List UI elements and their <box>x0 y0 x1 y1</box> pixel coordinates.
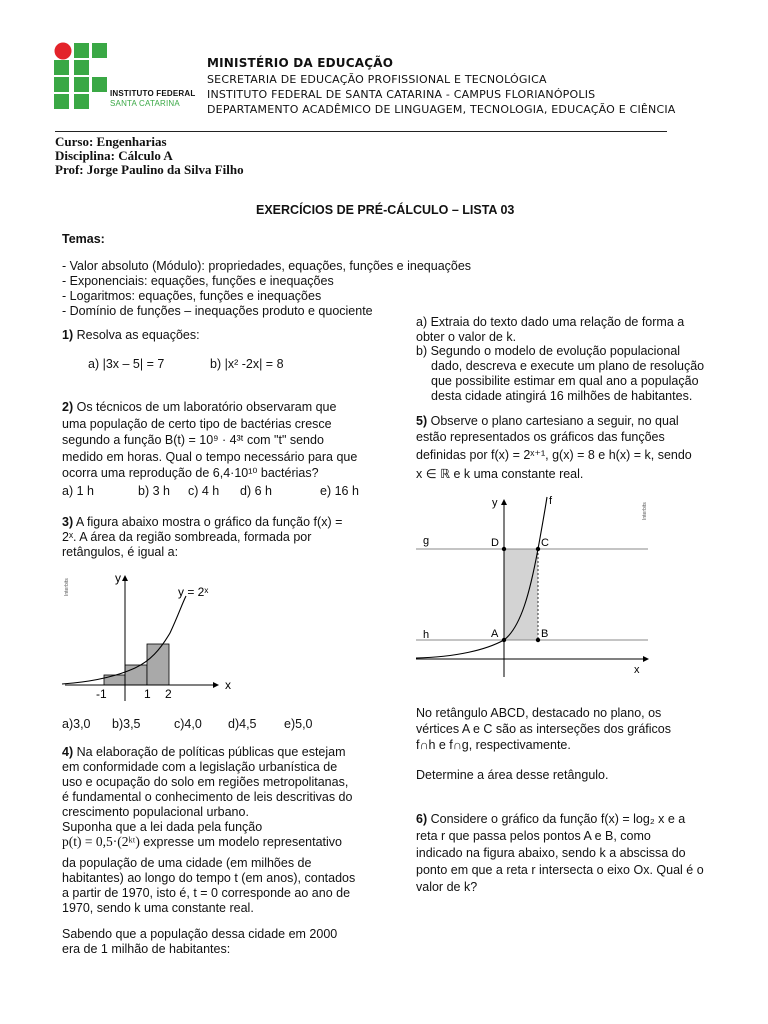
shaded-rectangle-abcd <box>504 549 538 640</box>
q6-line: valor de k? <box>416 880 478 894</box>
q5-line: x ∈ ℝ e k uma constante real. <box>416 467 584 481</box>
tick-label: -1 <box>96 687 107 701</box>
header-line-3: DEPARTAMENTO ACADÊMICO DE LINGUAGEM, TECNOLOGIA, EDUCAÇÃO E CIÊNCIA <box>207 103 676 116</box>
q3-option: b)3,5 <box>112 717 141 731</box>
course-prof: Prof: Jorge Paulino da Silva Filho <box>55 162 244 177</box>
question-1 <box>62 328 200 343</box>
q4-line: da população de uma cidade (em milhões de <box>62 856 312 870</box>
curve-label: y = 2ˣ <box>178 585 209 599</box>
logo-name: INSTITUTO FEDERAL <box>110 89 196 98</box>
y-axis-label: y <box>115 571 121 585</box>
q2-option: d) 6 h <box>240 484 272 498</box>
q6-line: Considere o gráfico da função f(x) = log₂ x e a <box>430 812 686 826</box>
temas-heading: Temas: <box>62 232 105 246</box>
q5-after-line: vértices A e C são as interseções dos gráficos <box>416 722 671 736</box>
q4-given <box>62 927 337 957</box>
page-title: EXERCÍCIOS DE PRÉ-CÁLCULO – LISTA 03 <box>256 203 515 217</box>
question-4 <box>62 745 352 835</box>
q4-line: a partir de 1970, isto é, t = 0 corresponde ao ano de <box>62 886 351 900</box>
question-number: 2) <box>62 400 74 414</box>
q3-graph <box>60 568 240 708</box>
q3-option: e)5,0 <box>284 717 313 731</box>
q4-line: era de 1 milhão de habitantes: <box>62 942 231 956</box>
q5-line: Observe o plano cartesiano a seguir, no qual <box>430 414 679 428</box>
label-h: h <box>423 629 430 641</box>
question-number: 6) <box>416 812 428 826</box>
course-disciplina: Disciplina: Cálculo A <box>55 148 173 163</box>
label-y: y <box>492 497 498 509</box>
watermark: Interbits <box>642 502 648 520</box>
header-line-1: SECRETARIA DE EDUCAÇÃO PROFISSIONAL E TECNOLÓGICA <box>207 73 547 86</box>
q2-line: Os técnicos de um laboratório observaram que <box>76 400 337 414</box>
q2-line: ocorra uma reprodução de 6,4·10¹⁰ bactérias? <box>62 466 319 480</box>
q3-line: 2ˣ. A área da região sombreada, formada por <box>62 530 312 544</box>
question-3 <box>62 515 342 560</box>
temas-list <box>62 259 471 319</box>
q4-line: crescimento populacional urbano. <box>62 805 249 819</box>
q5-graph <box>416 492 656 682</box>
q4-line: Sabendo que a população dessa cidade em 2000 <box>62 927 338 941</box>
q3-line: retângulos, é igual a: <box>62 545 179 559</box>
tick-label: 2 <box>165 687 172 701</box>
point-c <box>536 547 540 551</box>
q4-b-line: desta cidade atingirá 16 milhões de habitantes. <box>431 389 693 403</box>
label-d: D <box>491 537 499 549</box>
q5-after-line: f∩h e f∩g, respectivamente. <box>416 738 571 752</box>
label-c: C <box>541 537 549 549</box>
label-x: x <box>634 664 640 676</box>
q2-option: a) 1 h <box>62 484 94 498</box>
q3-option: d)4,5 <box>228 717 257 731</box>
question-text: Resolva as equações: <box>76 328 200 342</box>
tick-label: 1 <box>144 687 151 701</box>
question-number: 4) <box>62 745 74 759</box>
question-number: 3) <box>62 515 74 529</box>
q4-b-line: b) Segundo o modelo de evolução populacional <box>416 344 681 358</box>
temas-item: - Domínio de funções – inequações produto e quociente <box>62 304 373 318</box>
temas-item: - Valor absoluto (Módulo): propriedades, equações, funções e inequações <box>62 259 472 273</box>
q4-body <box>62 856 355 916</box>
q6-line: reta r que passa pelos pontos A e B, como <box>416 829 651 843</box>
q6-line: ponto em que a reta r intersecta o eixo Ox. Qual é o <box>416 863 704 877</box>
q2-option: e) 16 h <box>320 484 359 498</box>
q5-line: estão representados os gráficos das funções <box>416 430 665 444</box>
temas-item: - Logaritmos: equações, funções e inequações <box>62 289 322 303</box>
point-a <box>502 638 506 642</box>
q2-line: segundo a função B(t) = 10⁹ · 4³ᵗ com "t" sendo <box>62 433 324 447</box>
question-number: 5) <box>416 414 428 428</box>
q4-line: 1970, sendo k uma constante real. <box>62 901 254 915</box>
q5-after-line: No retângulo ABCD, destacado no plano, os <box>416 706 662 720</box>
ministry-title: MINISTÉRIO DA EDUCAÇÃO <box>207 56 394 70</box>
temas-item: - Exponenciais: equações, funções e inequações <box>62 274 334 288</box>
q4-formula-tail: expresse um modelo representativo <box>143 835 343 849</box>
q4-formula-line <box>62 834 342 850</box>
q2-option: c) 4 h <box>188 484 220 498</box>
q4-line: é fundamental o conhecimento de leis descritivas do <box>62 790 353 804</box>
course-curso: Curso: Engenharias <box>55 134 167 149</box>
header-divider <box>55 131 667 132</box>
q4-formula: p(t) = 0,5·(2ᵏᵗ) <box>62 834 140 849</box>
q2-line: medido em horas. Qual o tempo necessário para que <box>62 449 358 464</box>
q3-option: c)4,0 <box>174 717 202 731</box>
label-b: B <box>541 628 549 640</box>
q5-line: definidas por f(x) = 2ˣ⁺¹, g(x) = 8 e h(x) = k, sendo <box>416 448 692 462</box>
header-line-2: INSTITUTO FEDERAL DE SANTA CATARINA - CAMPUS FLORIANÓPOLIS <box>207 88 596 101</box>
q2-option: b) 3 h <box>138 484 170 498</box>
q2-line: uma população de certo tipo de bactérias cresce <box>62 416 332 431</box>
q4-line: em conformidade com a legislação urbanística de <box>62 760 338 774</box>
q6-line: indicado na figura abaixo, sendo k a abscissa do <box>416 846 686 860</box>
q4-b-line: que possibilite estimar em qual ano a população <box>431 374 699 388</box>
logo-sub: SANTA CATARINA <box>110 99 180 108</box>
label-f: f <box>549 495 553 507</box>
q3-option: a)3,0 <box>62 717 91 731</box>
q4-line: uso e ocupação do solo em regiões metropolitanas, <box>62 775 349 789</box>
label-g: g <box>423 535 430 547</box>
point-b <box>536 638 540 642</box>
q4-line: Suponha que a lei dada pela função <box>62 820 263 834</box>
q4-line: habitantes) ao longo do tempo t (em anos), contados <box>62 871 356 885</box>
q4-a-line: a) Extraia do texto dado uma relação de forma a <box>416 315 685 329</box>
label-a: A <box>491 628 499 640</box>
question-6 <box>416 811 704 896</box>
q4-part-b <box>416 344 704 404</box>
q4-line: Na elaboração de políticas públicas que estejam <box>76 745 346 759</box>
shaded-rect-1 <box>104 675 125 685</box>
question-2 <box>62 399 357 482</box>
question-5 <box>416 413 692 482</box>
q5-after <box>416 705 671 753</box>
q4-b-line: dado, descreva e execute um plano de resolução <box>431 359 705 373</box>
question-number: 1) <box>62 328 74 342</box>
q1-option-b: b) |x² -2x| = 8 <box>210 357 284 371</box>
q1-option-a: a) |3x – 5| = 7 <box>88 357 165 371</box>
q4-part-a <box>416 315 684 345</box>
x-axis-label: x <box>225 678 231 692</box>
q4-a-line: obter o valor de k. <box>416 330 517 344</box>
watermark: Interbits <box>64 578 70 596</box>
q5-ask: Determine a área desse retângulo. <box>416 768 609 782</box>
point-d <box>502 547 506 551</box>
q3-line: A figura abaixo mostra o gráfico da função f(x) = <box>75 515 343 529</box>
